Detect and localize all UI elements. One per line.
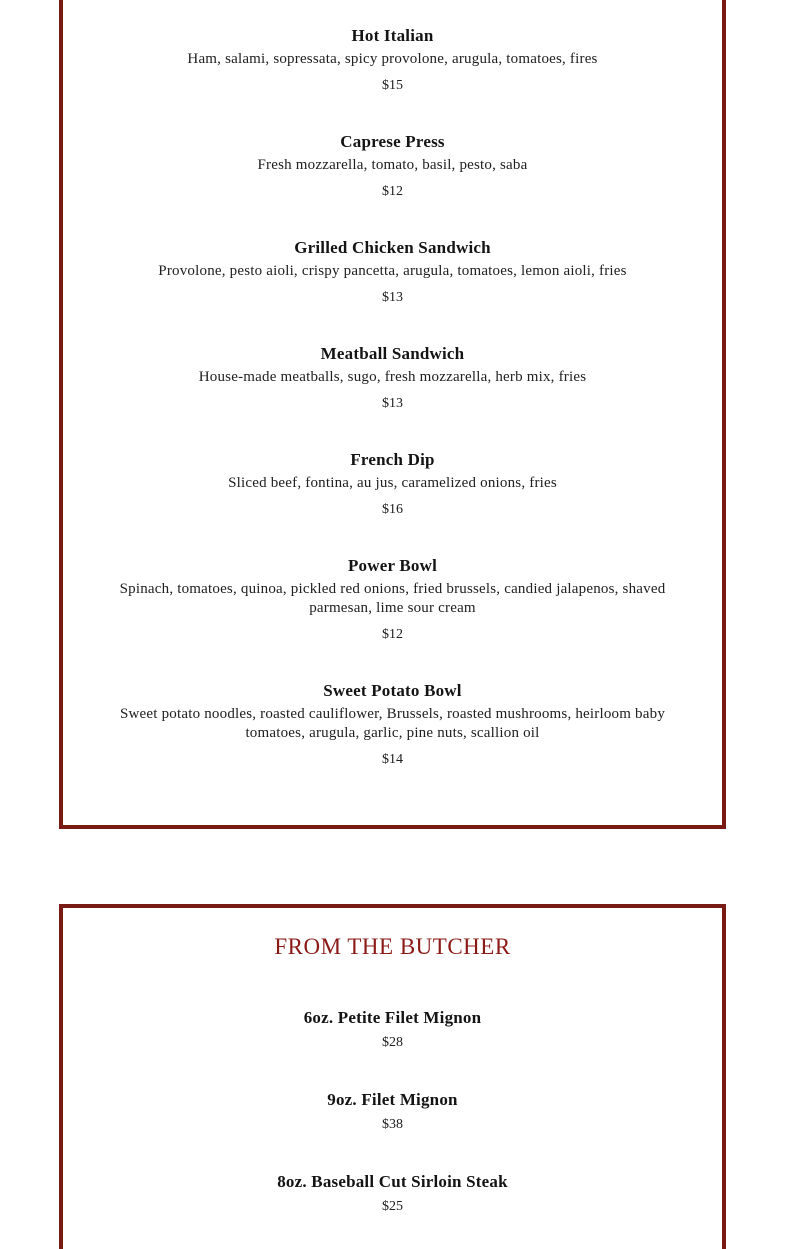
menu-item xyxy=(63,1090,722,1134)
menu-item-price: $12 xyxy=(382,627,403,642)
menu-item-name: Sweet Potato Bowl xyxy=(323,681,462,700)
menu-item xyxy=(63,344,722,413)
menu-item-description: Fresh mozzarella, tomato, basil, pesto, saba xyxy=(257,157,528,173)
menu-item-name: 8oz. Baseball Cut Sirloin Steak xyxy=(277,1172,508,1191)
menu-item-name: 9oz. Filet Mignon xyxy=(327,1090,458,1109)
section-title: FROM THE BUTCHER xyxy=(274,934,511,959)
menu-item-name: Power Bowl xyxy=(347,556,438,575)
menu-item xyxy=(63,556,722,644)
menu-item xyxy=(63,681,722,769)
menu-item xyxy=(63,1008,722,1052)
menu-item-description: Sweet potato noodles, roasted cauliflower, Brussels, roasted mushrooms, heirloom baby tomatoes, arugula, garlic, pine nuts, scallion oil xyxy=(119,706,666,741)
menu-item xyxy=(63,238,722,307)
menu-item-description: Provolone, pesto aioli, crispy pancetta, arugula, tomatoes, lemon aioli, fries xyxy=(158,263,627,279)
menu-item-price: $13 xyxy=(382,396,403,411)
menu-item xyxy=(63,132,722,201)
menu-item xyxy=(63,450,722,519)
menu-item-description: Spinach, tomatoes, quinoa, pickled red onions, fried brussels, candied jalapenos, shaved parmesan, lime sour cream xyxy=(119,581,666,616)
menu-item-price: $25 xyxy=(382,1199,403,1214)
menu-item-price: $12 xyxy=(382,184,403,199)
menu-section-sandwiches xyxy=(59,0,726,829)
menu-item-price: $13 xyxy=(382,290,403,305)
menu-item-description: House-made meatballs, sugo, fresh mozzarella, herb mix, fries xyxy=(198,369,587,385)
menu-item-price: $16 xyxy=(382,502,403,517)
menu-item-name: Hot Italian xyxy=(351,26,434,45)
menu-item-price: $14 xyxy=(382,752,403,767)
menu-item-name: Caprese Press xyxy=(340,132,445,151)
menu-item-name: Grilled Chicken Sandwich xyxy=(294,238,491,257)
menu-section-butcher xyxy=(59,904,726,1249)
menu-item-description: Sliced beef, fontina, au jus, caramelized onions, fries xyxy=(228,475,557,491)
menu-item-description: Ham, salami, sopressata, spicy provolone, arugula, tomatoes, fires xyxy=(187,51,598,67)
menu-item-name: French Dip xyxy=(350,450,435,469)
menu-item-price: $38 xyxy=(382,1117,403,1132)
menu-item-name: Meatball Sandwich xyxy=(320,344,465,363)
menu-item-name: 6oz. Petite Filet Mignon xyxy=(303,1008,482,1027)
menu-item xyxy=(63,1172,722,1216)
menu-item-price: $28 xyxy=(382,1035,403,1050)
menu-item-price: $15 xyxy=(382,78,403,93)
menu-item xyxy=(63,26,722,95)
